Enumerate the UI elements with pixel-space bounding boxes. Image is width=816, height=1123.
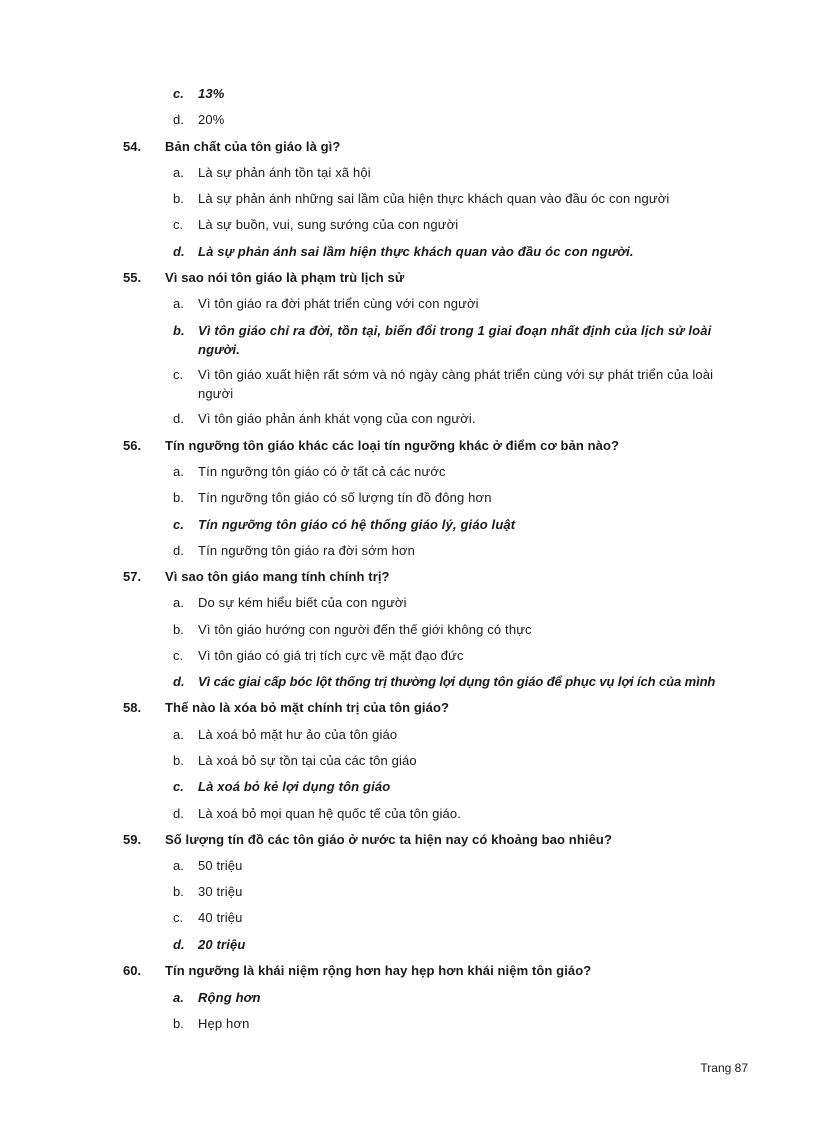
option-letter: b. [173,622,184,637]
option-letter: c. [173,86,184,101]
question-text: Số lượng tín đồ các tôn giáo ở nước ta hiện nay có khoảng bao nhiêu? [165,832,612,847]
question-text: Tín ngưỡng tôn giáo khác các loại tín ngưỡng khác ở điểm cơ bản nào? [165,438,620,453]
option-text: Vì tôn giáo hướng con người đến thế giới không có thực [198,622,532,637]
question-text: Tín ngưỡng là khái niệm rộng hơn hay hẹp hơn khái niệm tôn giáo? [165,963,592,978]
option-text-correct: Là sự phản ánh sai lầm hiện thực khách quan vào đầu óc con người. [198,244,634,259]
option-text: Vì tôn giáo xuất hiện rất sớm và nó ngày càng phát triển cùng với sự phát triển của loài người [198,367,714,401]
option-text-correct: Là xoá bỏ kẻ lợi dụng tôn giáo [198,779,391,794]
option-letter: d. [173,674,185,689]
option-text: Là sự phản ánh những sai lầm của hiện thực khách quan vào đầu óc con người [198,191,670,206]
option-text: Tín ngưỡng tôn giáo ra đời sớm hơn [198,543,416,558]
option-letter: b. [173,490,184,505]
question-text: Thế nào là xóa bỏ mặt chính trị của tôn giáo? [165,700,450,715]
option-text-correct: 13% [198,86,225,101]
option-letter: c. [173,517,184,532]
option-letter: d. [173,244,185,259]
option-text: Là sự phản ánh tồn tại xã hội [198,165,371,180]
question-number: 54. [123,139,142,154]
option-text: Tín ngưỡng tôn giáo có ở tất cả các nước [198,464,446,479]
option-letter: b. [173,753,184,768]
option-letter: c. [173,648,184,663]
option-text-correct: Rộng hơn [198,990,261,1005]
question-number: 60. [123,963,142,978]
option-letter: d. [173,806,184,821]
question-number: 58. [123,700,142,715]
question-number: 55. [123,270,142,285]
option-letter: a. [173,165,184,180]
option-letter: c. [173,779,184,794]
option-text: Là sự buồn, vui, sung sướng của con người [198,217,459,232]
option-text-correct: Vì tôn giáo chỉ ra đời, tồn tại, biến đổi trong 1 giai đoạn nhất định của lịch sử loài người. [198,323,712,357]
option-letter: a. [173,858,184,873]
option-letter: c. [173,910,184,925]
option-text: Vì tôn giáo ra đời phát triển cùng với con người [198,296,479,311]
option-text-correct: Vì các giai cấp bóc lột thống trị thường lợi dụng tôn giáo để phục vụ lợi ích của mình [198,674,716,689]
option-text-correct: 20 triệu [198,937,246,952]
option-text: Vì tôn giáo phản ánh khát vọng của con người. [198,411,476,426]
option-letter: d. [173,112,184,127]
option-text: 30 triệu [198,884,243,899]
option-text: Là xoá bỏ mọi quan hệ quốc tế của tôn giáo. [198,806,462,821]
option-letter: b. [173,323,185,338]
question-number: 57. [123,569,142,584]
option-letter: b. [173,884,184,899]
option-letter: a. [173,595,184,610]
option-text: Tín ngưỡng tôn giáo có số lượng tín đồ đông hơn [198,490,492,505]
option-letter: a. [173,727,184,742]
option-text: Hẹp hơn [198,1016,250,1031]
option-text: Là xoá bỏ sự tồn tại của các tôn giáo [198,753,417,768]
option-letter: a. [173,990,184,1005]
option-letter: a. [173,296,184,311]
option-letter: a. [173,464,184,479]
question-text: Vì sao tôn giáo mang tính chính trị? [165,569,390,584]
option-letter: b. [173,1016,184,1031]
option-text: Vì tôn giáo có giá trị tích cực về mặt đạo đức [198,648,464,663]
option-letter: d. [173,937,185,952]
option-letter: d. [173,411,184,426]
option-text: 50 triệu [198,858,243,873]
option-text: 20% [198,112,225,127]
option-letter: d. [173,543,184,558]
option-letter: c. [173,367,184,382]
option-text: Là xoá bỏ mặt hư ảo của tôn giáo [198,727,398,742]
page-number: Trang 87 [700,1061,748,1075]
question-text: Vì sao nói tôn giáo là phạm trù lịch sử [165,270,405,285]
option-text-correct: Tín ngưỡng tôn giáo có hệ thống giáo lý, giáo luật [198,517,516,532]
option-letter: c. [173,217,184,232]
question-number: 59. [123,832,142,847]
question-text: Bản chất của tôn giáo là gì? [165,139,341,154]
option-letter: b. [173,191,184,206]
option-text: 40 triệu [198,910,243,925]
option-text: Do sự kém hiểu biết của con người [198,595,407,610]
question-number: 56. [123,438,142,453]
